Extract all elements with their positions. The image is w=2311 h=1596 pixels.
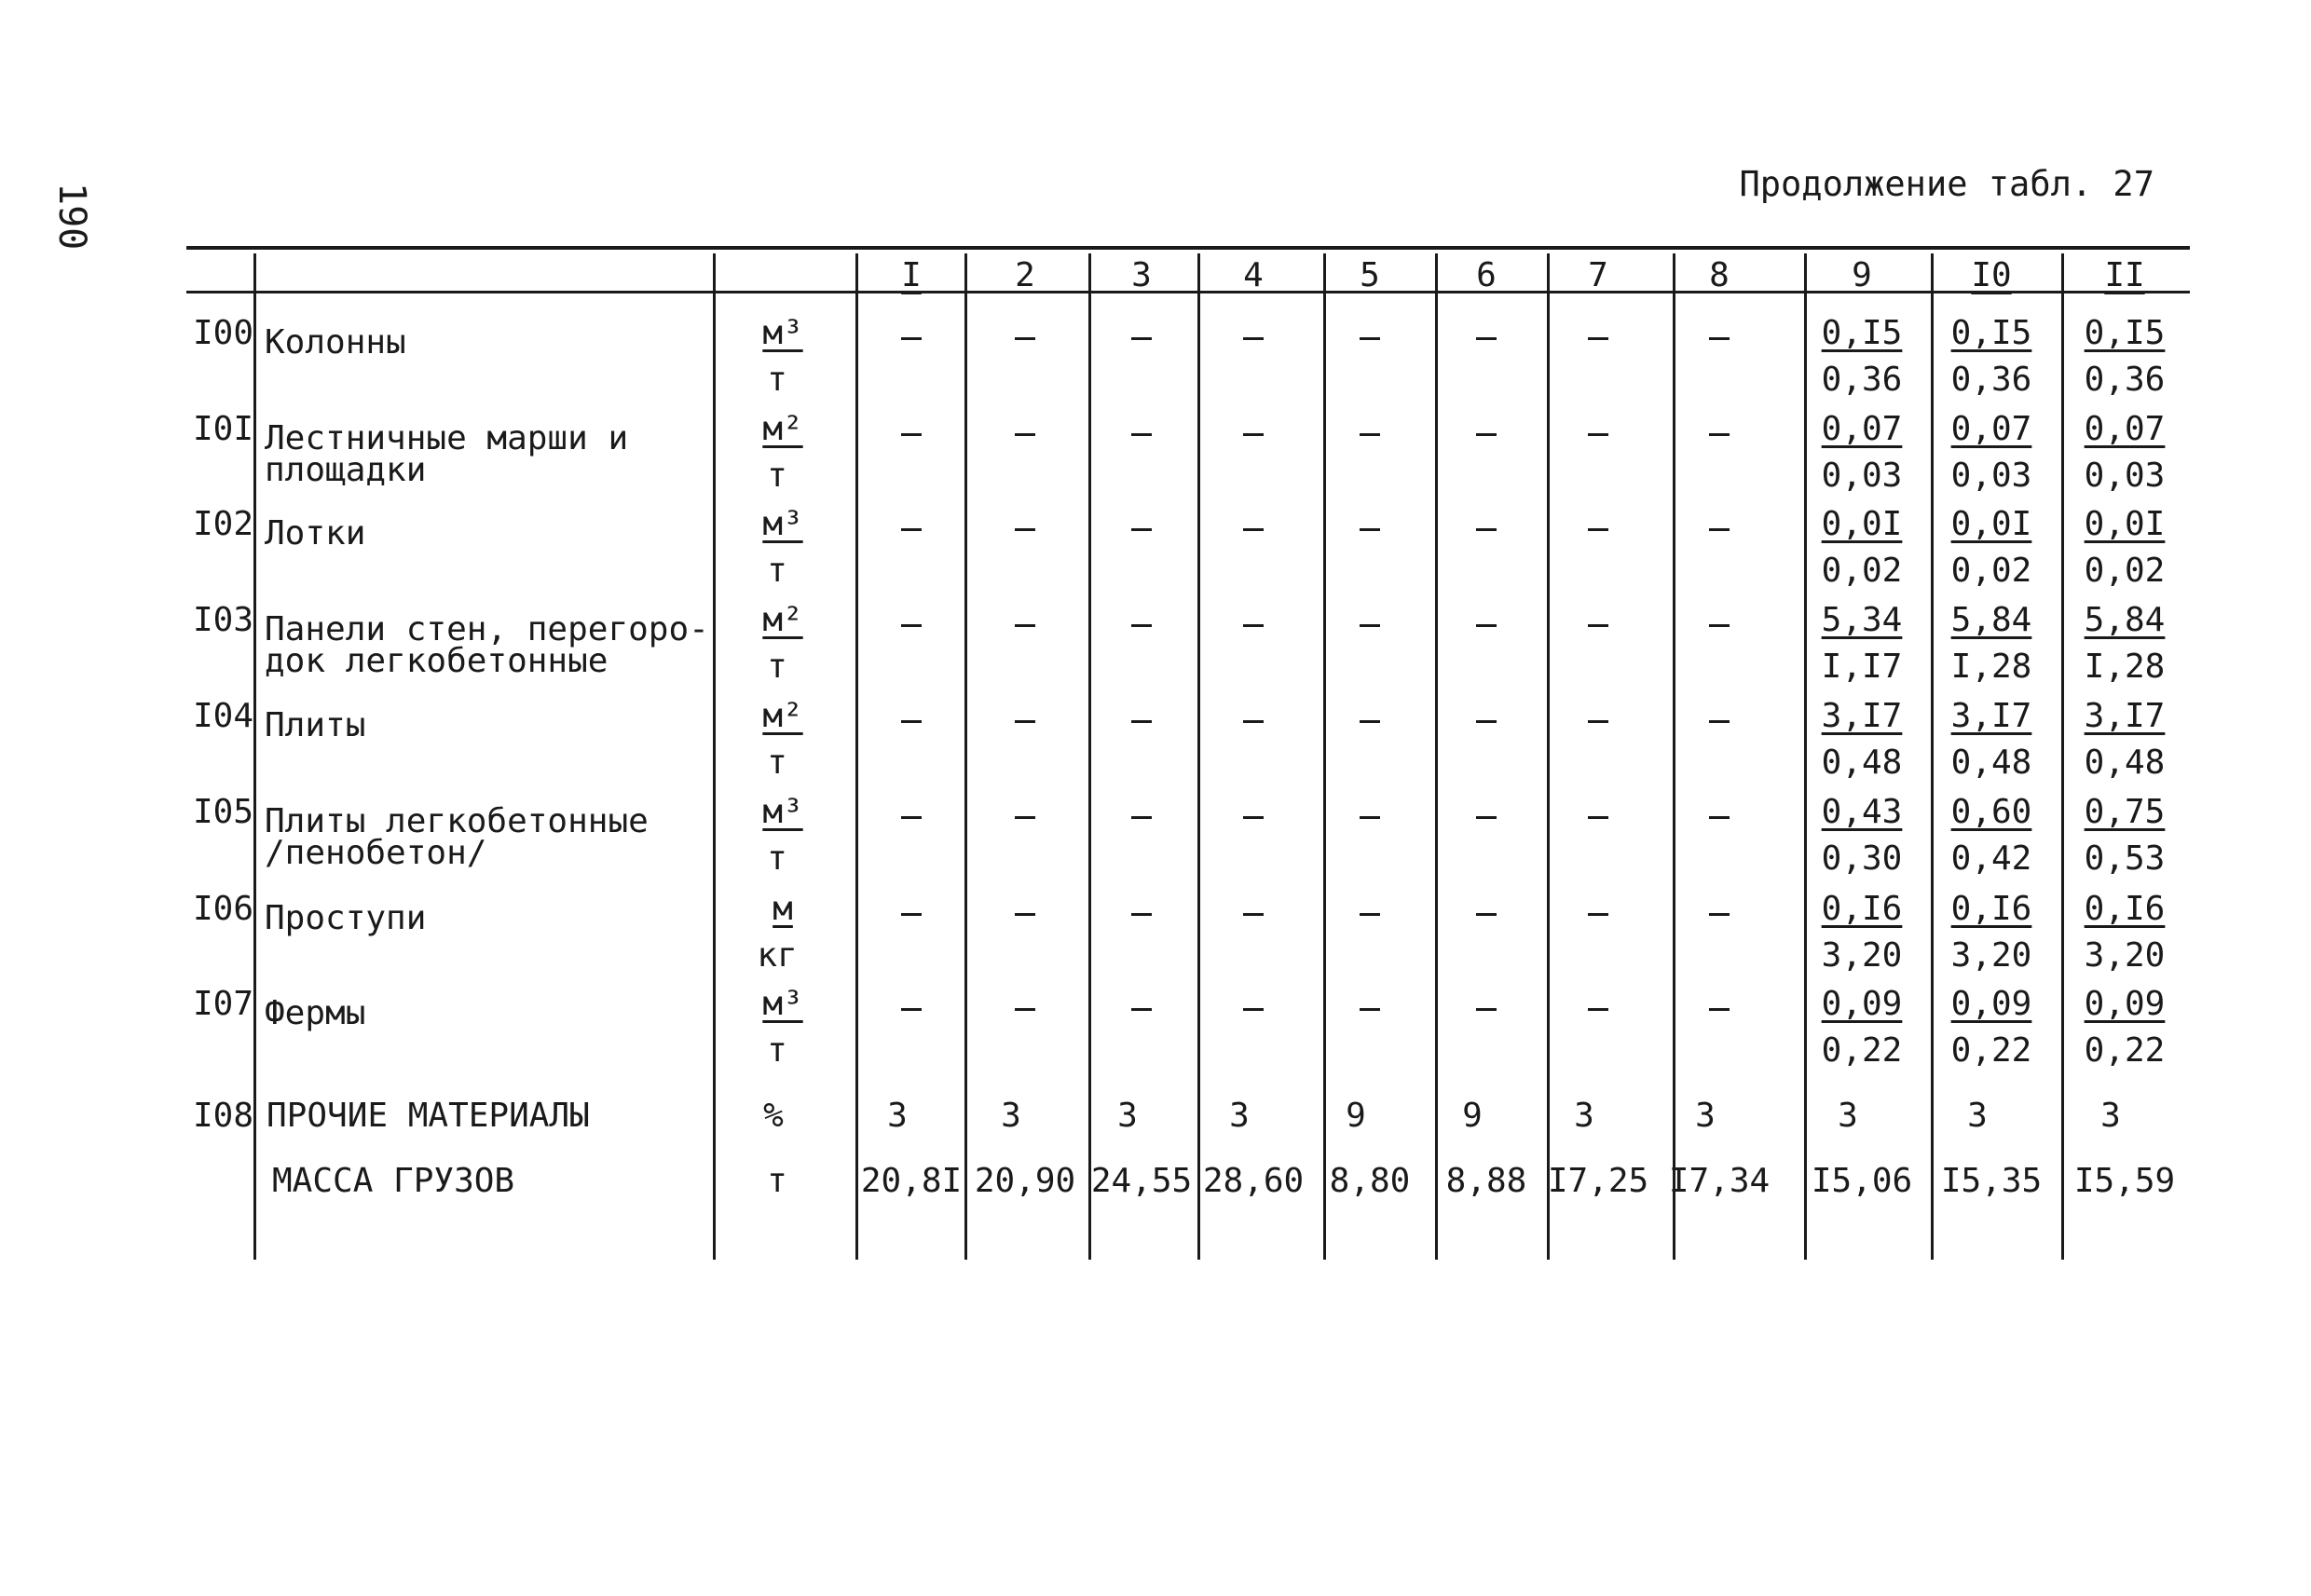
value-top: 0,07 [1821,410,1903,448]
value: 9 [1346,1097,1366,1135]
value-top: 0,60 [1950,793,2032,831]
value-bottom: 0,36 [2084,361,2166,399]
column-header: 6 [1476,256,1497,294]
dash-mark [1243,433,1264,436]
dash-mark [901,720,922,723]
value: I5,59 [2073,1162,2176,1200]
dash-mark [1360,1008,1380,1011]
row-name: МАССА ГРУЗОВ [272,1162,515,1200]
dash-mark [1243,337,1264,340]
dash-mark [1476,816,1497,819]
value-top: 0,0I [1950,505,2032,543]
dash-mark [1131,816,1152,819]
dash-mark [1015,624,1035,627]
value-top: 0,43 [1821,793,1903,831]
value-top: 0,I6 [2084,890,2166,928]
unit-bottom: т [767,457,787,495]
column-rule [1435,253,1438,1260]
column-rule [2061,253,2064,1260]
value: 3 [1574,1097,1594,1135]
column-rule [1088,253,1091,1260]
row-name: площадки [265,451,427,489]
dash-mark [1015,720,1035,723]
dash-mark [1015,528,1035,531]
column-rule [253,253,256,1260]
unit-bottom: т [767,361,787,399]
unit-top: м³ [762,985,803,1023]
dash-mark [1360,720,1380,723]
value: 3 [2100,1097,2121,1135]
dash-mark [1709,913,1730,916]
value: I7,25 [1547,1162,1649,1200]
value-top: 5,84 [2084,601,2166,639]
column-rule [1197,253,1200,1260]
value-bottom: 0,53 [2084,839,2166,878]
row-name: Лестничные марши и [265,419,629,457]
value-bottom: 0,48 [2084,743,2166,782]
dash-mark [901,433,922,436]
dash-mark [1476,1008,1497,1011]
unit: % [763,1097,784,1135]
dash-mark [1588,433,1608,436]
row-number: I04 [193,697,254,735]
dash-mark [1588,528,1608,531]
value-top: 0,I5 [2084,314,2166,352]
value: 3 [1229,1097,1250,1135]
value: I5,35 [1940,1162,2043,1200]
value: 3 [887,1097,908,1135]
dash-mark [1709,528,1730,531]
dash-mark [1131,337,1152,340]
column-header: II [2104,256,2145,294]
value: 8,80 [1329,1162,1411,1200]
value-bottom: 0,03 [1950,457,2032,495]
value-bottom: 0,22 [2084,1031,2166,1070]
dash-mark [1131,528,1152,531]
value: I7,34 [1668,1162,1771,1200]
table-caption: Продолжение табл. 27 [1739,164,2154,204]
dash-mark [1588,720,1608,723]
value-top: 0,0I [1821,505,1903,543]
column-header: 3 [1131,256,1152,294]
dash-mark [901,816,922,819]
value-bottom: 3,20 [1950,936,2032,975]
row-number: I05 [193,793,254,831]
value: 20,90 [974,1162,1076,1200]
dash-mark [1588,1008,1608,1011]
value: 3 [1001,1097,1021,1135]
column-header: 4 [1243,256,1264,294]
dash-mark [1709,816,1730,819]
unit-top: м [773,890,793,928]
value-bottom: 0,03 [1821,457,1903,495]
value-top: 0,09 [1950,985,2032,1023]
column-header: 9 [1852,256,1872,294]
row-name: Проступи [265,899,427,937]
dash-mark [1360,337,1380,340]
dash-mark [901,528,922,531]
dash-mark [901,337,922,340]
dash-mark [1709,337,1730,340]
value-top: 0,07 [2084,410,2166,448]
unit-bottom: т [767,648,787,686]
column-header: 7 [1588,256,1608,294]
value-bottom: I,28 [1950,648,2032,686]
row-name: ПРОЧИЕ МАТЕРИАЛЫ [267,1097,590,1135]
unit-top: м² [762,697,803,735]
dash-mark [1131,433,1152,436]
value-bottom: I,28 [2084,648,2166,686]
value-top: 0,0I [2084,505,2166,543]
value-top: 0,09 [2084,985,2166,1023]
value: 28,60 [1202,1162,1305,1200]
dash-mark [1476,913,1497,916]
value-bottom: 0,48 [1950,743,2032,782]
dash-mark [1588,624,1608,627]
dash-mark [901,1008,922,1011]
column-rule [713,253,716,1260]
unit-bottom: т [767,552,787,590]
value: 3 [1967,1097,1988,1135]
value: 9 [1462,1097,1483,1135]
value-bottom: I,I7 [1821,648,1903,686]
value: 3 [1838,1097,1858,1135]
row-number: I0I [193,410,254,448]
value-bottom: 0,48 [1821,743,1903,782]
table-header-rule [186,291,2190,293]
value-bottom: 0,02 [1950,552,2032,590]
column-rule [1323,253,1326,1260]
value-top: 0,I5 [1821,314,1903,352]
value-bottom: 3,20 [2084,936,2166,975]
unit-top: м³ [762,793,803,831]
dash-mark [901,624,922,627]
value: 8,88 [1445,1162,1527,1200]
value-top: 0,09 [1821,985,1903,1023]
value-bottom: 0,36 [1821,361,1903,399]
dash-mark [1243,624,1264,627]
value: 24,55 [1090,1162,1193,1200]
page-number: 190 [50,183,93,251]
column-rule [1673,253,1675,1260]
row-number: I00 [193,314,254,352]
dash-mark [1476,624,1497,627]
value-bottom: 0,03 [2084,457,2166,495]
column-rule [855,253,858,1260]
dash-mark [1015,433,1035,436]
value: 3 [1695,1097,1716,1135]
column-header: I0 [1971,256,2012,294]
dash-mark [1588,913,1608,916]
column-header: I [901,256,922,294]
dash-mark [1476,720,1497,723]
dash-mark [1476,528,1497,531]
table-top-rule [186,246,2190,250]
unit: т [767,1162,787,1200]
dash-mark [1243,913,1264,916]
value-top: 0,I5 [1950,314,2032,352]
dash-mark [1243,816,1264,819]
row-name: Панели стен, перегоро- [265,610,709,648]
value-bottom: 0,22 [1950,1031,2032,1070]
unit-bottom: кг [757,936,798,975]
dash-mark [1709,1008,1730,1011]
value-top: 0,I6 [1821,890,1903,928]
unit-bottom: т [767,839,787,878]
unit-top: м² [762,601,803,639]
value-top: 0,07 [1950,410,2032,448]
value: 3 [1117,1097,1138,1135]
column-rule [1547,253,1550,1260]
row-number: I02 [193,505,254,543]
row-name: Фермы [265,994,366,1032]
dash-mark [1360,433,1380,436]
dash-mark [1709,720,1730,723]
column-rule [1804,253,1807,1260]
row-name: Плиты [265,706,366,744]
value-bottom: 0,22 [1821,1031,1903,1070]
dash-mark [1243,720,1264,723]
dash-mark [1360,624,1380,627]
value: 20,8I [860,1162,963,1200]
dash-mark [1360,528,1380,531]
value-bottom: 0,02 [2084,552,2166,590]
dash-mark [1476,433,1497,436]
dash-mark [901,913,922,916]
value: I5,06 [1811,1162,1913,1200]
value-bottom: 3,20 [1821,936,1903,975]
column-header: 8 [1709,256,1730,294]
value-top: 3,I7 [1821,697,1903,735]
value-bottom: 0,42 [1950,839,2032,878]
dash-mark [1588,337,1608,340]
dash-mark [1015,337,1035,340]
dash-mark [1131,913,1152,916]
column-header: 5 [1360,256,1380,294]
row-name: /пенобетон/ [265,834,487,872]
column-rule [964,253,967,1260]
unit-bottom: т [767,743,787,782]
row-number: I08 [193,1097,254,1135]
row-name: Плиты легкобетонные [265,802,649,840]
value-top: 5,84 [1950,601,2032,639]
value-bottom: 0,36 [1950,361,2032,399]
dash-mark [1243,528,1264,531]
dash-mark [1015,1008,1035,1011]
column-header: 2 [1015,256,1035,294]
dash-mark [1015,913,1035,916]
row-name: Лотки [265,514,366,552]
unit-top: м³ [762,505,803,543]
value-top: 5,34 [1821,601,1903,639]
dash-mark [1360,816,1380,819]
value-bottom: 0,02 [1821,552,1903,590]
dash-mark [1131,1008,1152,1011]
row-number: I03 [193,601,254,639]
row-name: док легкобетонные [265,642,609,680]
dash-mark [1709,624,1730,627]
dash-mark [1243,1008,1264,1011]
unit-bottom: т [767,1031,787,1070]
unit-top: м³ [762,314,803,352]
dash-mark [1476,337,1497,340]
value-top: 0,75 [2084,793,2166,831]
dash-mark [1588,816,1608,819]
row-number: I07 [193,985,254,1023]
value-bottom: 0,30 [1821,839,1903,878]
dash-mark [1131,624,1152,627]
dash-mark [1131,720,1152,723]
dash-mark [1360,913,1380,916]
row-name: Колонны [265,323,406,361]
value-top: 0,I6 [1950,890,2032,928]
dash-mark [1015,816,1035,819]
value-top: 3,I7 [1950,697,2032,735]
unit-top: м² [762,410,803,448]
row-number: I06 [193,890,254,928]
dash-mark [1709,433,1730,436]
value-top: 3,I7 [2084,697,2166,735]
column-rule [1931,253,1934,1260]
